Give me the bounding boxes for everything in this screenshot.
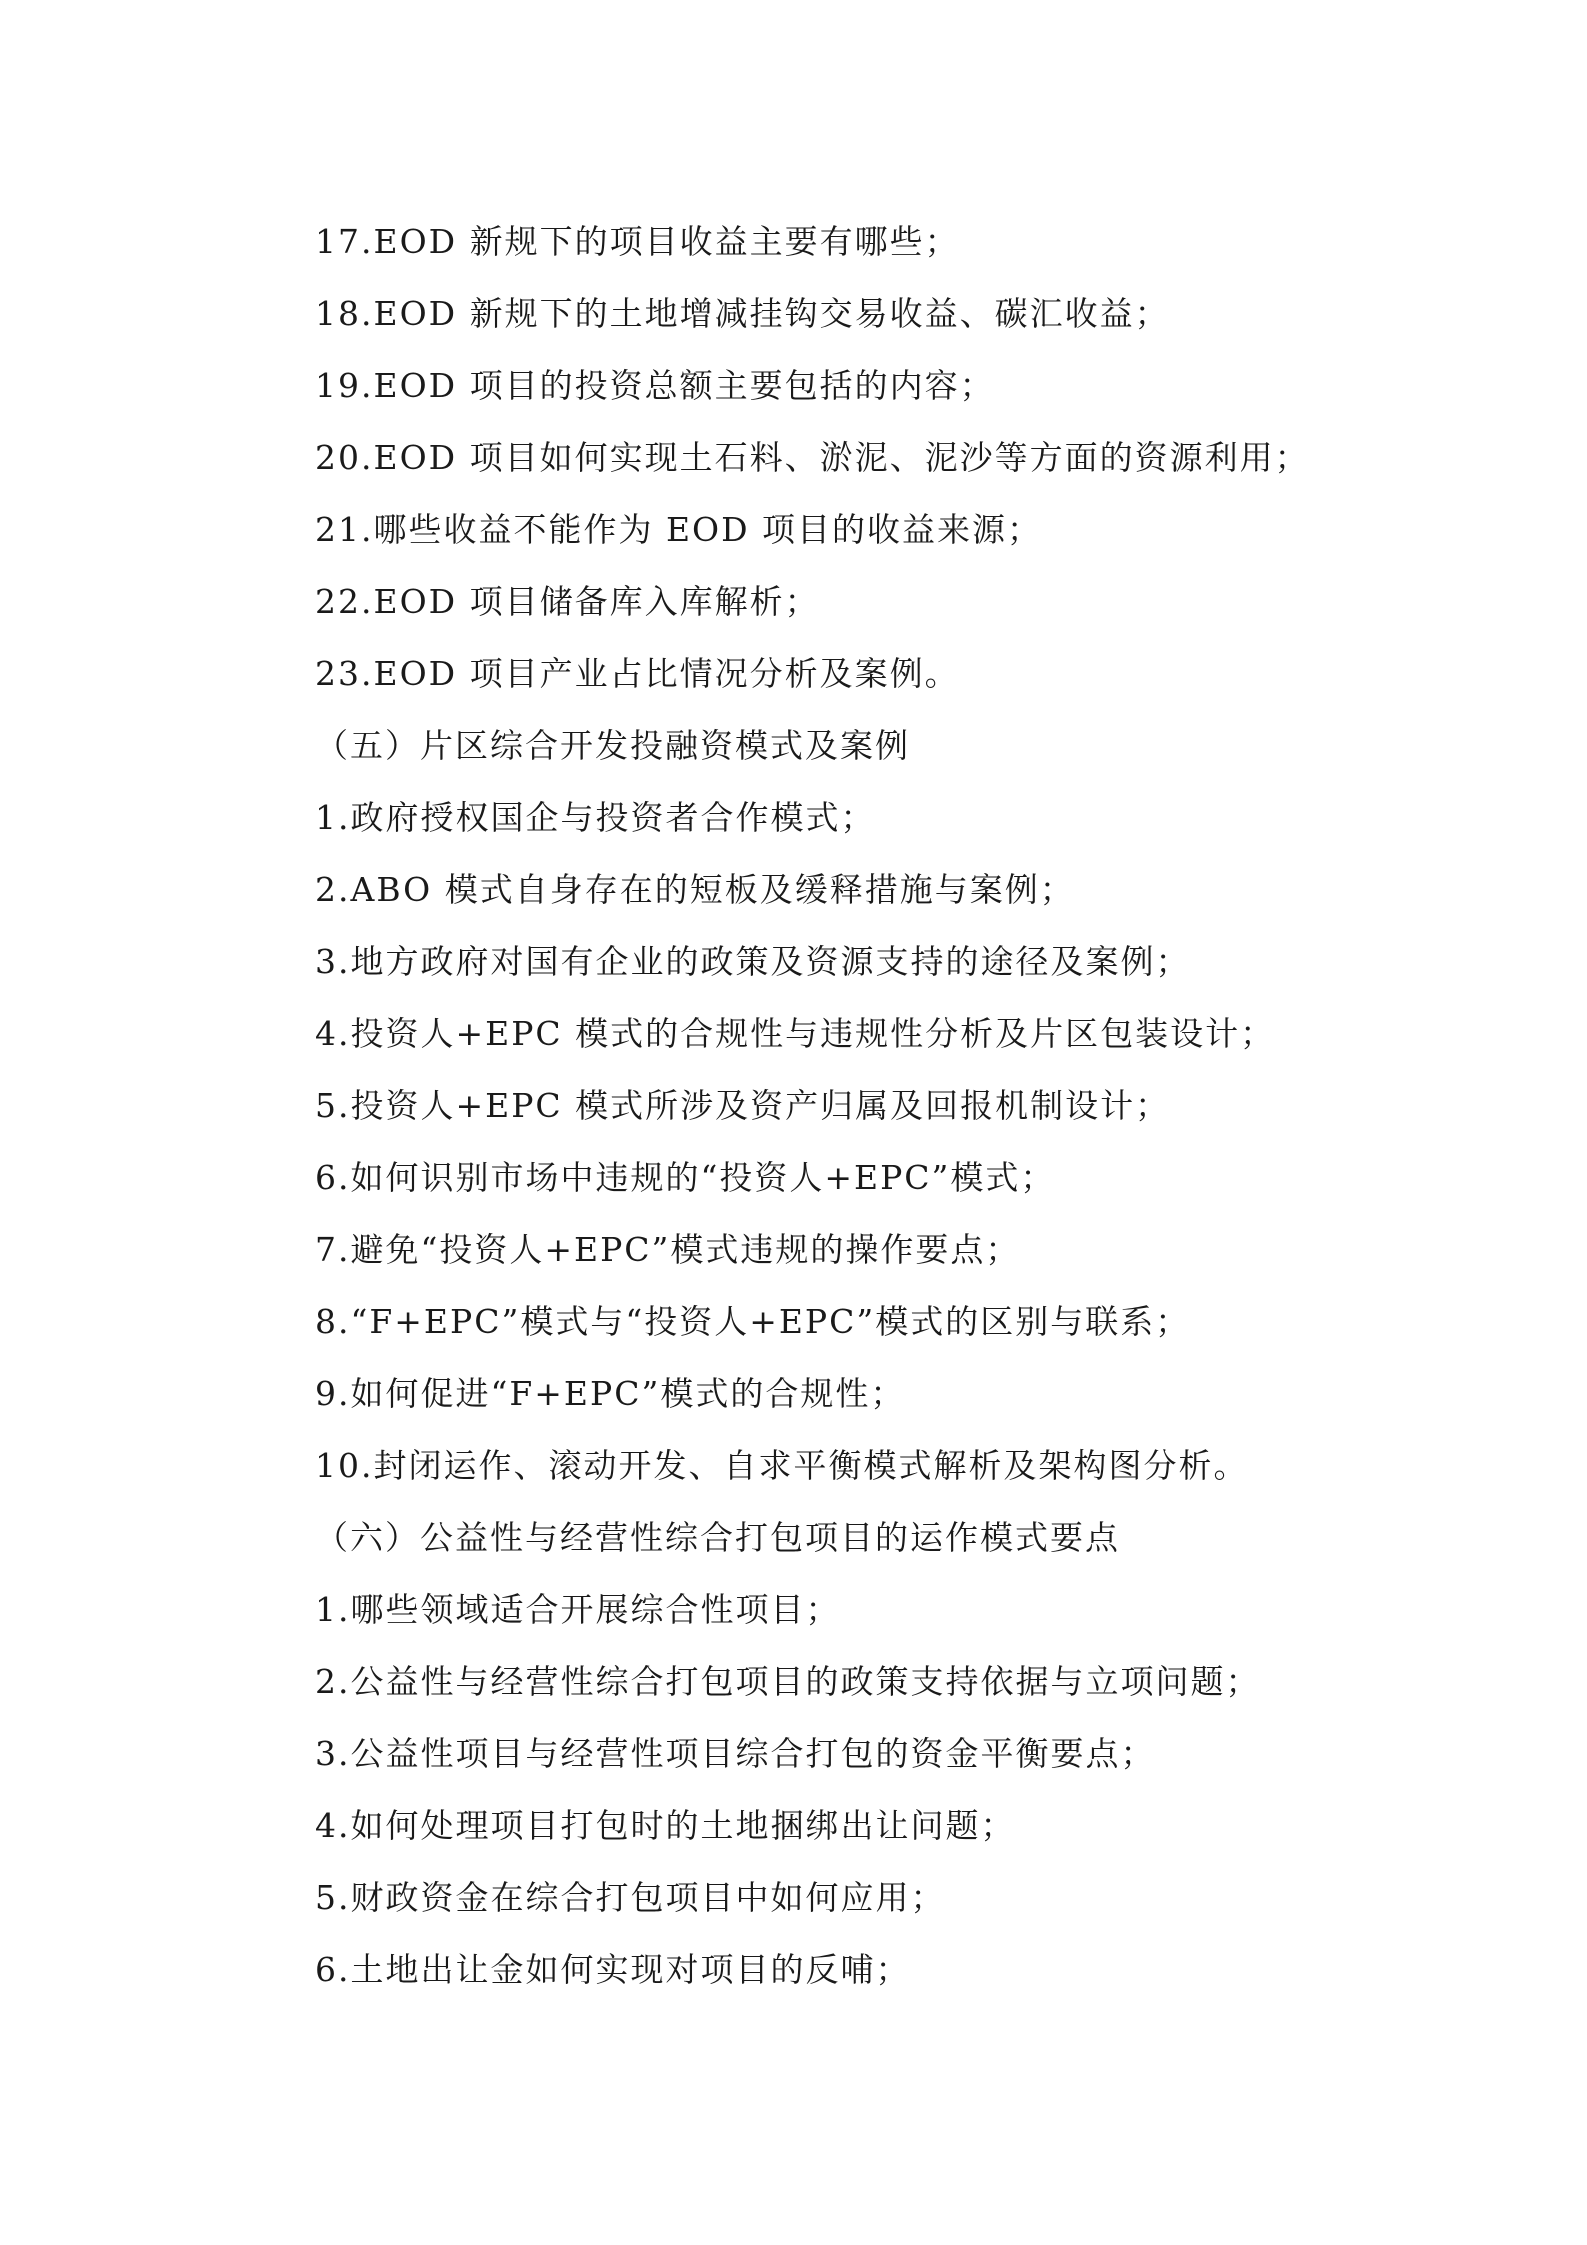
list-item-s5-10: 10.封闭运作、滚动开发、自求平衡模式解析及架构图分析。 [315,1446,1249,1485]
list-item-s5-4: 4.投资人+EPC 模式的合规性与违规性分析及片区包装设计； [315,1014,1276,1053]
list-item-eod-18: 18.EOD 新规下的土地增减挂钩交易收益、碳汇收益； [315,294,1170,333]
list-item-s6-1: 1.哪些领域适合开展综合性项目； [315,1590,841,1629]
document-body [315,206,1355,2006]
list-item-s5-7: 7.避免“投资人+EPC”模式违规的操作要点； [315,1230,1021,1269]
list-item-s6-6: 6.土地出让金如何实现对项目的反哺； [315,1950,911,1989]
list-item-eod-22: 22.EOD 项目储备库入库解析； [315,582,820,621]
list-item-eod-20: 20.EOD 项目如何实现土石料、淤泥、泥沙等方面的资源利用； [315,438,1310,477]
list-item-s5-5: 5.投资人+EPC 模式所涉及资产归属及回报机制设计； [315,1086,1171,1125]
list-item-s5-9: 9.如何促进“F+EPC”模式的合规性； [315,1374,906,1413]
list-item-s6-4: 4.如何处理项目打包时的土地捆绑出让问题； [315,1806,1016,1845]
list-item-eod-19: 19.EOD 项目的投资总额主要包括的内容； [315,366,995,405]
list-item-s6-3: 3.公益性项目与经营性项目综合打包的资金平衡要点； [315,1734,1156,1773]
list-item-s5-3: 3.地方政府对国有企业的政策及资源支持的途径及案例； [315,942,1191,981]
list-item-eod-21: 21.哪些收益不能作为 EOD 项目的收益来源； [315,510,1043,549]
list-item-s5-2: 2.ABO 模式自身存在的短板及缓释措施与案例； [315,870,1075,909]
list-item-s5-8: 8.“F+EPC”模式与“投资人+EPC”模式的区别与联系； [315,1302,1191,1341]
section-heading-6: （六）公益性与经营性综合打包项目的运作模式要点 [315,1518,1120,1557]
list-item-eod-23: 23.EOD 项目产业占比情况分析及案例。 [315,654,960,693]
list-item-s5-1: 1.政府授权国企与投资者合作模式； [315,798,876,837]
list-item-s6-2: 2.公益性与经营性综合打包项目的政策支持依据与立项问题； [315,1662,1261,1701]
list-item-s5-6: 6.如何识别市场中违规的“投资人+EPC”模式； [315,1158,1056,1197]
list-item-s6-5: 5.财政资金在综合打包项目中如何应用； [315,1878,946,1917]
section-heading-5: （五）片区综合开发投融资模式及案例 [315,726,910,765]
list-item-eod-17: 17.EOD 新规下的项目收益主要有哪些； [315,222,960,261]
